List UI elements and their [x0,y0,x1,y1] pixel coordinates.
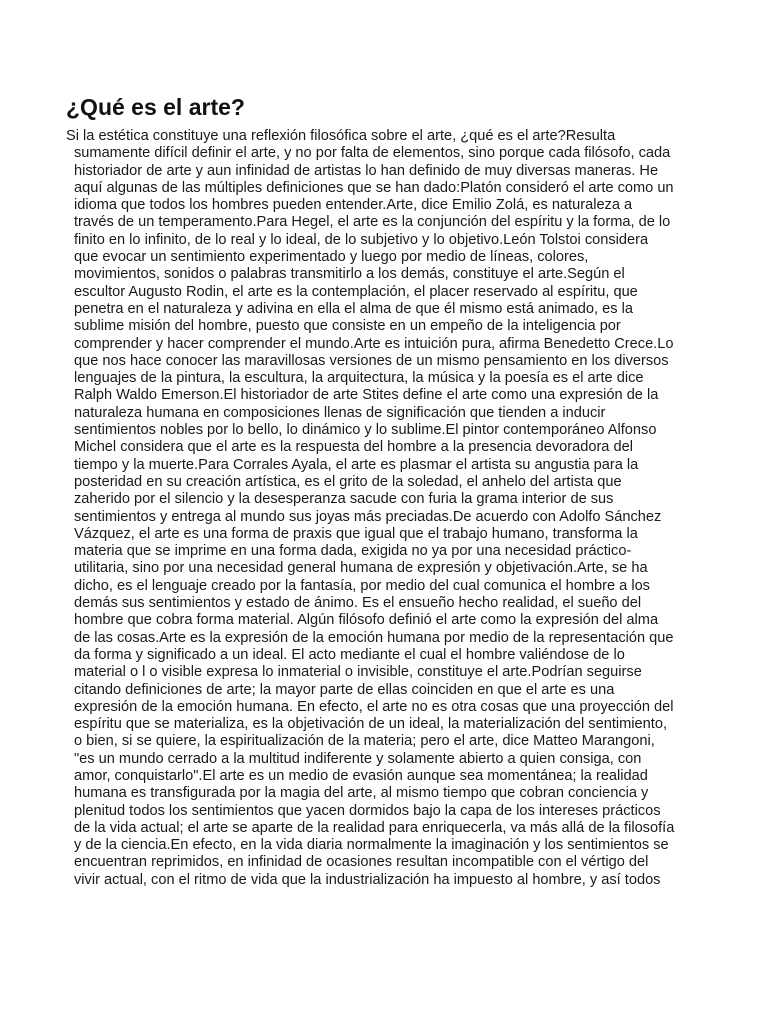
body-paragraph [66,128,706,889]
text-line: encuentran reprimidos, en infinidad de ocasiones resultan incompatible con el vértigo del [74,854,649,871]
text-line: demás sus sentimientos y estado de ánimo. Es el ensueño hecho realidad, el sueño del [74,595,642,612]
text-line: citando definiciones de arte; la mayor parte de ellas coinciden en que el arte es una [74,681,615,698]
text-line: que evocar un sentimiento experimentado y luego por medio de líneas, colores, [74,249,589,266]
text-line: y de la ciencia.En efecto, en la vida diaria normalmente la imaginación y los sentimientos se [74,837,669,854]
text-line: Si la estética constituye una reflexión filosófica sobre el arte, ¿qué es el arte?Resulta [66,128,616,144]
text-line: hombre que cobra forma material. Algún filósofo definió el arte como la expresión del alma [74,612,659,629]
page-title: ¿Qué es el arte? [66,94,245,120]
text-line: finito en lo infinito, de lo real y lo ideal, de lo subjetivo y lo objetivo.León Tolstoi considera [74,231,649,248]
text-line: expresión de la emoción humana. En efecto, el arte no es otra cosas que una proyección del [74,698,674,715]
text-line: Michel considera que el arte es la respuesta del hombre a la presencia devoradora del [74,439,633,456]
text-line: de la vida actual; el arte se aparte de la realidad para enriquecerla, va más allá de la filosofía [74,819,675,836]
text-line: movimientos, sonidos o palabras transmitirlo a los demás, constituye el arte.Según el [74,266,625,283]
text-line: espíritu que se materializa, es la objetivación de un ideal, la materialización del sentimiento, [74,716,667,733]
text-line: sublime misión del hombre, puesto que consiste en un empeño de la inteligencia por [74,318,621,335]
text-line: tiempo y la muerte.Para Corrales Ayala, el arte es plasmar el artista su angustia para la [74,456,639,473]
text-line: sentimientos y entrega al mundo sus joyas más preciadas.De acuerdo con Adolfo Sánchez [74,508,662,525]
text-line: da forma y significado a un ideal. El acto mediante el cual el hombre valiéndose de lo [74,646,625,663]
text-line: aquí algunas de las múltiples definiciones que se han dado:Platón consideró el arte como un [74,179,674,196]
text-line: dicho, es el lenguaje creado por la fantasía, por medio del cual comunica el hombre a los [74,577,650,594]
text-line: lenguajes de la pintura, la escultura, la arquitectura, la música y la poesía es el arte dice [74,370,644,387]
text-line: escultor Augusto Rodin, el arte es la contemplación, el placer reservado al espíritu, que [74,283,638,300]
text-line: plenitud todos los sentimientos que yacen dormidos bajo la capa de los intereses prácticos [74,802,661,819]
text-line: amor, conquistarlo".El arte es un medio de evasión aunque sea momentánea; la realidad [74,767,648,784]
text-line: material o l o visible expresa lo inmaterial o invisible, constituye el arte.Podrían seguirse [74,664,642,681]
text-line: Vázquez, el arte es una forma de praxis que igual que el trabajo humano, transforma la [74,525,638,542]
text-line: idioma que todos los hombres pueden entender.Arte, dice Emilio Zolá, es naturaleza a [74,197,633,214]
text-line: "es un mundo cerrado a la multitud indiferente y solamente abierto a quien consiga, con [74,750,642,767]
text-line: humana es transfigurada por la magia del arte, al mismo tiempo que cobran conciencia y [74,785,649,802]
text-line: vivir actual, con el ritmo de vida que la industrialización ha impuesto al hombre, y así todos [74,871,661,888]
text-line: naturaleza humana en composiciones llenas de significación que tienden a inducir [74,404,606,421]
text-line: materia que se imprime en una forma dada, exigida no ya por una necesidad práctico- [74,543,632,560]
text-line: utilitaria, sino por una necesidad general humana de expresión y objetivación.Arte, se ha [74,560,648,577]
text-line: sumamente difícil definir el arte, y no por falta de elementos, sino porque cada filósofo, cada [74,145,671,162]
text-line: posteridad en su creación artística, es el grito de la soledad, el anhelo del artista que [74,473,622,490]
text-line: de las cosas.Arte es la expresión de la emoción humana por medio de la representación que [74,629,674,646]
text-line: sentimientos nobles por lo bello, lo dinámico y lo sublime.El pintor contemporáneo Alfonso [74,422,657,439]
text-line: Ralph Waldo Emerson.El historiador de arte Stites define el arte como una expresión de la [74,387,659,404]
text-line: o bien, si se quiere, la espiritualización de la materia; pero el arte, dice Matteo Marangoni, [74,733,655,750]
text-line: través de un temperamento.Para Hegel, el arte es la conjunción del espíritu y la forma, de lo [74,214,671,231]
text-line: penetra en el naturaleza y adivina en ella el alma de que él mismo está animado, es la [74,300,633,317]
text-line: zaherido por el silencio y la desesperanza sacude con furia la grama interior de sus [74,491,614,508]
text-line: que nos hace conocer las maravillosas versiones de un mismo pensamiento en los diversos [74,352,669,369]
text-line: historiador de arte y aun infinidad de artistas lo han definido de muy diversas maneras. He [74,162,659,179]
text-line: comprender y hacer comprender el mundo.Arte es intuición pura, afirma Benedetto Crece.Lo [74,335,674,352]
